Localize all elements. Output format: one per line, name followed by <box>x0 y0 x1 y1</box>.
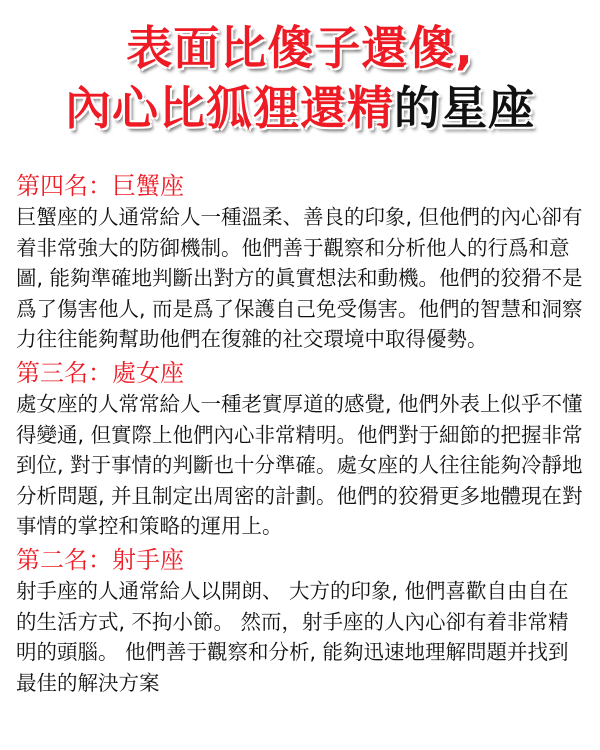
section-sagittarius <box>16 544 586 698</box>
section-cancer <box>16 170 586 355</box>
title-line-1: 表面比傻子還傻, <box>126 21 474 75</box>
page-title <box>0 18 600 138</box>
section-body: 處女座的人常常給人一種老實厚道的感覺, 他們外表上似乎不懂得變通, 但實際上他們內心非常精明。他們對于細節的把握非常到位, 對于事情的判斷也十分準確。處女座的人往往能夠冷靜地分析問題, 并且制定出周密的計劃。他們的狡猾更多地體現在對事情的掌控和策略的運用上。 <box>16 391 583 539</box>
section-body: 巨蟹座的人通常給人一種溫柔、善良的印象, 但他們的內心卻有着非常強大的防御機制。他們善于觀察和分析他人的行爲和意圖, 能夠準確地判斷出對方的眞實想法和動機。他們的狡猾不是爲了傷害他人, 而是爲了保護自己免受傷害。他們的智慧和洞察力往往能夠幫助他們在復雜的社交環境中取得優勢。 <box>16 205 583 352</box>
article-content <box>16 170 586 700</box>
section-body: 射手座的人通常給人以開朗、 大方的印象, 他們喜歡自由自在的生活方式, 不拘小節。 然而，射手座的人內心卻有着非常精明的頭腦。 他們善于觀察和分析, 能夠迅速地理解問題并找到最佳的解決方案 <box>16 578 569 695</box>
title-line-2 <box>0 78 600 138</box>
section-heading: 第二名：射手座 <box>16 545 184 574</box>
title-line-2-red: 內心比狐狸還精 <box>65 81 394 135</box>
section-virgo <box>16 357 586 542</box>
section-heading: 第四名：巨蟹座 <box>16 172 184 200</box>
section-heading: 第三名：處女座 <box>16 358 184 387</box>
title-line-2-black: 的星座 <box>394 81 535 135</box>
